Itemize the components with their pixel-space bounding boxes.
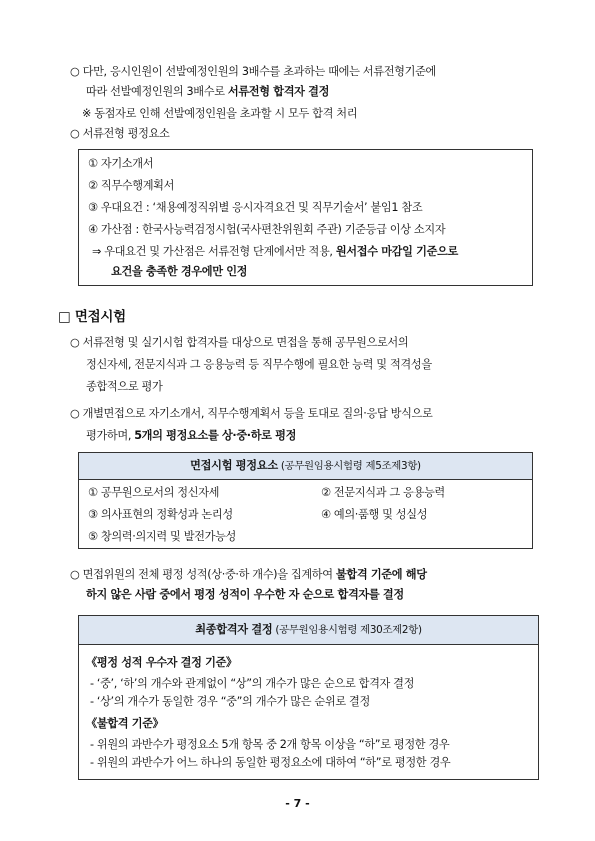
tie-note: ※ 동점자로 인해 선발예정인원을 초과할 시 모두 합격 처리 [82, 107, 358, 120]
interview-method-line2 [86, 428, 296, 444]
criteria-item-1: ① 자기소개서 [88, 157, 154, 170]
pass-decision-line1 [70, 567, 427, 583]
box-title-reference: (공무원임용시험령 제30조제2항) [272, 624, 422, 636]
excellence-criteria-item-2: - ‘상’의 개수가 동일한 경우 “중”의 개수가 많은 순위로 결정 [90, 695, 370, 708]
final-decision-header [79, 616, 538, 645]
emphasis-text: 5개의 평정요소를 상·중·하로 평정 [134, 429, 297, 442]
text-segment: 따라 선발예정인원의 3배수로 [86, 85, 228, 98]
emphasis-text: 불합격 기준에 해당 [335, 568, 427, 581]
interview-method-line1: ○ 개별면접으로 자기소개서, 직무수행계획서 등을 토대로 질의·응답 방식으로 [70, 407, 433, 420]
interview-purpose-line2: 정신자세, 전문지식과 그 응용능력 등 직무수행에 필요한 능력 및 적격성을 [86, 358, 432, 371]
preference-note-line1 [92, 244, 458, 260]
criteria-item-4: ④ 가산점 : 한국사능력검정시험(국사편찬위원회 주관) 기준등급 이상 소지자 [88, 223, 446, 236]
text-segment: ⇒ 우대요건 및 가산점은 서류전형 단계에서만 적용, [92, 245, 336, 258]
evaluation-item-4: ④ 예의·품행 및 성실성 [321, 508, 428, 521]
final-decision-box [78, 615, 539, 780]
page-number: - 7 - [285, 797, 310, 810]
emphasis-text: 원서접수 마감일 기준으로 [335, 245, 458, 258]
evaluation-item-3: ③ 의사표현의 정확성과 논리성 [88, 508, 233, 521]
emphasis-text: 서류전형 합격자 결정 [227, 85, 330, 98]
fail-criteria-item-2: - 위원의 과반수가 어느 하나의 동일한 평정요소에 대하여 “하”로 평정한 경우 [90, 756, 451, 769]
doc-screening-criteria-box [78, 149, 533, 286]
excellence-criteria-title: 《평정 성적 우수자 결정 기준》 [86, 656, 237, 669]
interview-evaluation-box [78, 452, 533, 549]
evaluation-item-2: ② 전문지식과 그 응용능력 [321, 486, 445, 499]
box-title-reference: (공무원임용시험령 제5조제3항) [277, 460, 421, 472]
interview-purpose-line3: 종합적으로 평가 [86, 380, 163, 393]
evaluation-item-5: ⑤ 창의력·의지력 및 발전가능성 [88, 530, 236, 543]
criteria-item-2: ② 직무수행계획서 [88, 179, 175, 192]
interview-evaluation-header [79, 453, 532, 480]
evaluation-item-1: ① 공무원으로서의 정신자세 [88, 486, 220, 499]
criteria-item-3: ③ 우대요건 : ‘채용예정직위별 응시자격요건 및 직무기술서’ 붙임1 참조 [88, 201, 423, 214]
doc-screening-heading: ○ 서류전형 평정요소 [70, 127, 170, 140]
box-title: 면접시험 평정요소 [190, 459, 278, 472]
para-applicant-excess-line1: ○ 다만, 응시인원이 선발예정인원의 3배수를 초과하는 때에는 서류전형기준에 [70, 65, 437, 78]
box-title: 최종합격자 결정 [195, 623, 273, 636]
interview-purpose-line1: ○ 서류전형 및 실기시험 합격자를 대상으로 면접을 통해 공무원으로서의 [70, 336, 409, 349]
fail-criteria-title: 《불합격 기준》 [86, 717, 164, 730]
preference-note-line2: 요건을 충족한 경우에만 인정 [111, 265, 248, 278]
excellence-criteria-item-1: - ‘중’, ‘하’의 개수와 관계없이 “상”의 개수가 많은 순으로 합격자 결정 [90, 677, 415, 690]
fail-criteria-item-1: - 위원의 과반수가 평정요소 5개 항목 중 2개 항목 이상을 “하”로 평정한 경우 [90, 738, 450, 751]
pass-decision-line2: 하지 않은 사람 중에서 평정 성적이 우수한 자 순으로 합격자를 결정 [86, 588, 404, 601]
interview-section-title: □ 면접시험 [58, 309, 126, 325]
text-segment: 평가하며, [86, 429, 135, 442]
text-segment: ○ 면접위원의 전체 평정 성적(상·중·하 개수)을 집계하여 [70, 568, 336, 581]
para-applicant-excess-line2 [86, 84, 329, 100]
